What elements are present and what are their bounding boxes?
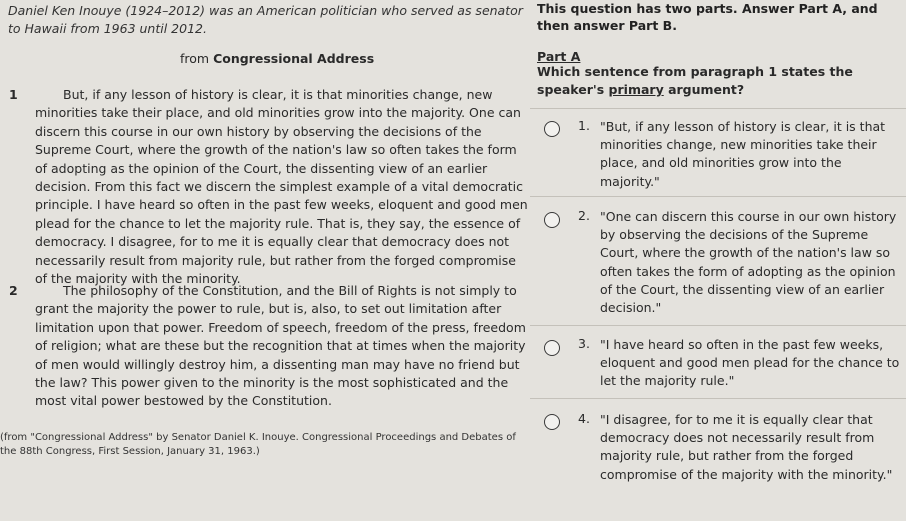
author-intro: Daniel Ken Inouye (1924–2012) was an American politician who served as senator to Hawaii from 1963 until 2012. [8,3,523,36]
paragraph-number: 1 [9,87,18,102]
source-prefix: from [180,51,214,66]
divider [530,325,906,326]
radio-button[interactable] [544,414,560,430]
citation: (from "Congressional Address" by Senator Daniel K. Inouye. Congressional Proceedings and Debates of the 88th Congress, First Session, January 31, 1963.) [0,432,516,457]
option-number: 3. [578,336,590,351]
part-label: Part A [537,49,581,64]
source-title [180,51,374,66]
emphasis-primary: primary [608,82,664,97]
paragraph-number: 2 [9,283,18,298]
radio-button[interactable] [544,212,560,228]
option-text: "But, if any lesson of history is clear, it is that minorities change, new minorities take their place, and old minorities grow into the majority." [600,119,886,189]
question-panel [530,0,906,521]
option-text: "I disagree, for to me it is equally clear that democracy does not necessarily result from majority rule, but rather from the forged compromise of the majority with the minority." [600,412,893,482]
divider [530,196,906,197]
divider [530,108,906,109]
question-prompt: Which sentence from paragraph 1 states the speaker's primary argument? [537,64,853,97]
option-number: 1. [578,118,590,133]
paragraph-1 [9,86,530,288]
radio-button[interactable] [544,340,560,356]
source-title-text: Congressional Address [213,51,375,66]
radio-button[interactable] [544,121,560,137]
instructions: This question has two parts. Answer Part A, and then answer Part B. [537,1,878,33]
paragraph-text: The philosophy of the Constitution, and the Bill of Rights is not simply to grant the majority the power to rule, but is, also, to set out limitation after limitation upon that power. Freedom of speech, freedom of the press, freedom of religion; what are these but the recognition that at times when the majority of men would willingly destroy him, a dissenting man may have no friend but the law? This power given to the minority is the most sophisticated and the most vital power bestowed by the Constitution. [35,283,526,409]
divider [530,398,906,399]
option-number: 2. [578,208,590,223]
option-text: "I have heard so often in the past few weeks, eloquent and good men plead for the chance to let the majority rule." [600,337,900,389]
paragraph-2 [9,282,530,411]
option-text: "One can discern this course in our own history by observing the decisions of the Supreme Court, where the growth of the nation's law so often takes the form of adopting as the opinion of the Court, the dissenting view of an earlier decision." [600,209,897,316]
option-number: 4. [578,411,590,426]
paragraph-text: But, if any lesson of history is clear, it is that minorities change, new minorities take their place, and old minorities grow into the majority. One can discern this course in our own history by observing the decisions of the Supreme Court, where the growth of the nation's law so often takes the form of adopting as the opinion of the Court, the dissenting view of an earlier decision. From this fact we discern the simplest example of a vital democratic principle. I have heard so often in the past few weeks, eloquent and good men plead for the chance to let the majority rule. That is, they say, the essence of democracy. I disagree, for to me it is equally clear that democracy does not necessarily result from majority rule, but rather from the forged compromise of the majority with the minority. [35,87,528,287]
